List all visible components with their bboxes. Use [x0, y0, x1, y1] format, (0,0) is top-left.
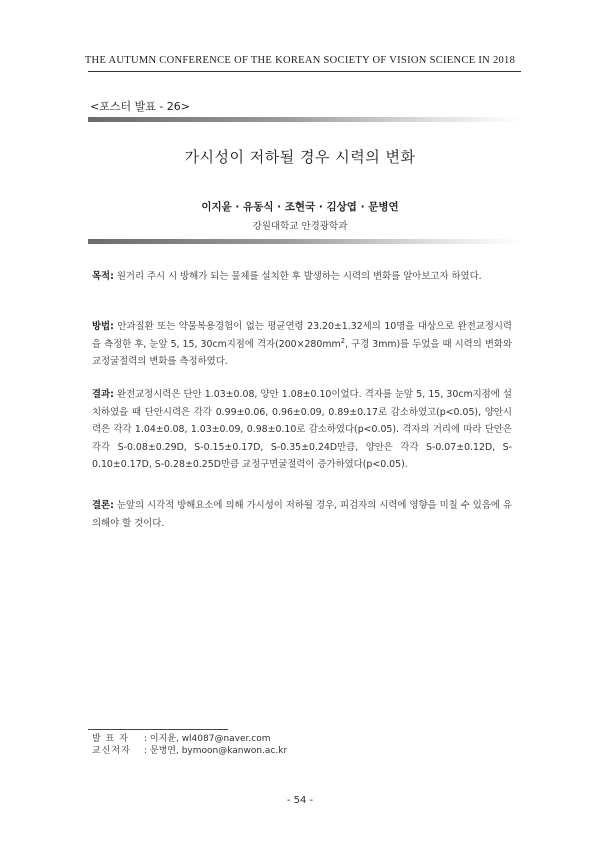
footnote-rule [88, 729, 228, 730]
affiliation: 강원대학교 안경광학과 [252, 221, 348, 232]
section-conclusion [92, 497, 512, 532]
header-rule [88, 71, 521, 72]
section-purpose-text: 원거리 주시 시 방해가 되는 물체를 설치한 후 발생하는 시력의 변화를 알아보고자 하였다. [113, 271, 482, 282]
conference-header: THE AUTUMN CONFERENCE OF THE KOREAN SOCIETY OF VISION SCIENCE IN 2018 [84, 55, 516, 66]
section-method-label: 방법: [92, 321, 114, 332]
section-conclusion-text: 눈앞의 시각적 방해요소에 의해 가시성이 저하될 경우, 피검자의 시력에 영향을 미칠 수 있음에 유의해야 할 것이다. [92, 500, 512, 529]
section-result [92, 386, 512, 474]
section-purpose-label: 목적: [92, 271, 114, 282]
title-separator-top [88, 117, 521, 122]
title-separator-bottom [88, 239, 521, 244]
section-method-superscript: 2 [340, 336, 346, 345]
section-purpose [92, 268, 512, 286]
author-list: 이지윤 · 유동식 · 조현국 · 김상엽 · 문병연 [201, 201, 399, 213]
presenter-label: 발 표 자 [92, 734, 129, 744]
section-method-text-before: 안과질환 또는 약물복용경험이 없는 평균연령 23.20±1.32세의 10명을 대상으로 완전교정시력을 측정한 후, 눈앞 5, 15, 30cm지점에 격자(200×280mm [92, 321, 512, 350]
presenter-value: : 이지윤, wl4087@naver.com [144, 734, 271, 744]
section-result-label: 결과: [92, 389, 114, 400]
corresponding-label: 교신저자 [92, 746, 131, 756]
poster-label: <포스터 발표 - 26> [90, 100, 191, 113]
paper-title: 가시성이 저하될 경우 시력의 변화 [184, 148, 416, 166]
section-method-text-after: , 구경 3mm)를 두었을 때 시력의 변화와 교정굴절력의 변화를 측정하였다. [92, 338, 513, 367]
section-conclusion-label: 결론: [92, 500, 114, 511]
corresponding-value: : 문병연, bymoon@kanwon.ac.kr [144, 746, 288, 756]
corresponding-contact [92, 745, 287, 757]
section-method [92, 318, 512, 371]
presenter-contact [92, 733, 271, 745]
section-result-text: 완전교정시력은 단안 1.03±0.08, 양안 1.08±0.10이었다. 격자를 눈앞 5, 15, 30cm지점에 설치하였을 때 단안시력은 각각 0.99±0.06, 0.96±0.09, 0.89±0.17로 감소하였고(p<0.05), 양안시력은 각각 1.04±0.08, 1.03±0.09, 0.98±0.10로 감소하였다(p<0.05). 격자의 거리에 따라 단안은 각각 S-0.08±0.29D, S-0.15±0.17D, S-0.35±0.24D만큼, 양안은 각각 S-0.07±0.12D, S-0.10±0.17D, S-0.28±0.25D만큼 교정구면굴절력이 증가하였다(p<0.05). [92, 389, 512, 470]
page-number: - 54 - [286, 795, 314, 806]
